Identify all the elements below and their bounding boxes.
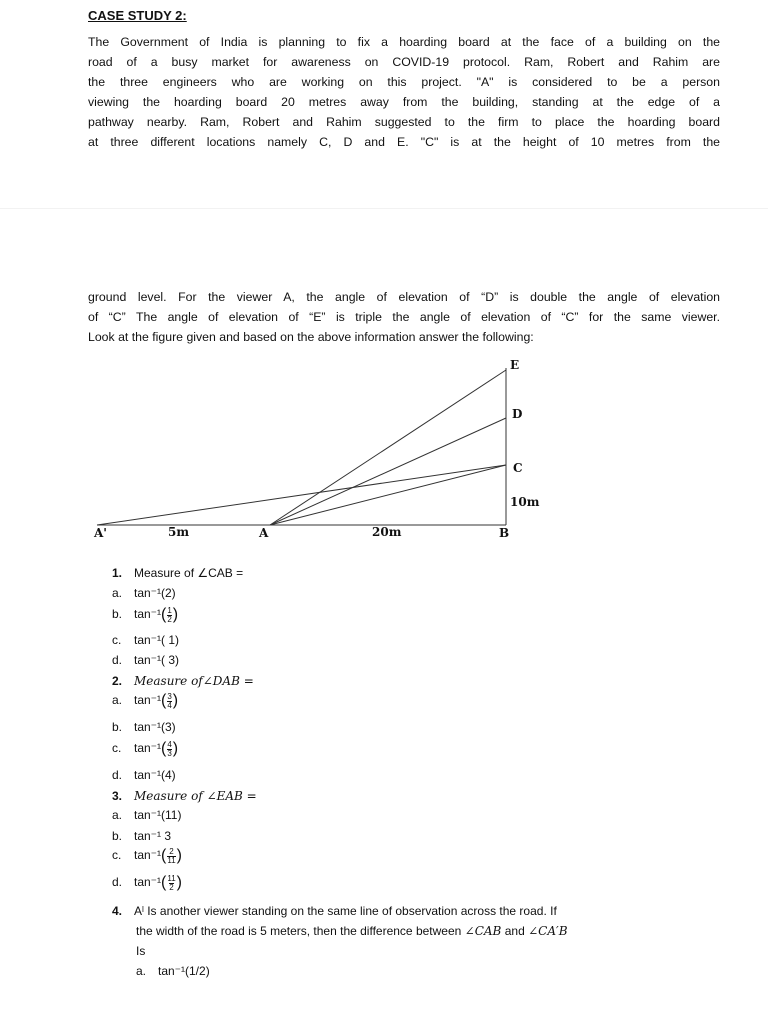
- paragraph-line: the three engineers who are working on this project. "A" is considered to be a person: [88, 75, 720, 89]
- option-text: tan⁻¹: [134, 875, 162, 890]
- paragraph-line: Look at the figure given and based on the above information answer the following:: [88, 330, 534, 344]
- question-2: [112, 674, 254, 688]
- paragraph-line: at three different locations namely C, D and E. "C" is at the height of 10 metres from the: [88, 135, 720, 149]
- option-3b: [112, 829, 171, 843]
- question-text: Aˡ Is another viewer standing on the same line of observation across the road. If: [134, 904, 557, 918]
- point-label-c: C: [513, 461, 523, 475]
- question-text: and: [501, 924, 529, 938]
- option-key: a.: [112, 808, 123, 822]
- option-key: d.: [112, 653, 123, 667]
- option-1d: [112, 653, 179, 667]
- distance-label: 20m: [372, 525, 402, 539]
- option-key: d.: [112, 768, 123, 782]
- option-text: tan⁻¹(2): [134, 586, 176, 600]
- option-text: tan⁻¹(3): [134, 720, 176, 734]
- sightline-a-e: [270, 370, 506, 525]
- option-text: tan⁻¹( 3): [134, 653, 180, 667]
- fraction: $\frac{3}{4}$: [167, 691, 172, 710]
- paragraph-line: of “C” The angle of elevation of “E” is triple the angle of elevation of “C” for the same viewer.: [88, 310, 720, 324]
- question-number: 2.: [112, 674, 123, 688]
- question-4: [112, 904, 557, 918]
- height-label: 10m: [510, 495, 540, 509]
- option-2c: c. tan⁻¹( $\frac{4}{3}$ ): [112, 739, 179, 758]
- paragraph-line: viewing the hoarding board 20 metres away from the building, standing at the edge of a: [88, 95, 720, 109]
- sightline-aprime-c: [97, 465, 506, 525]
- option-key: a.: [112, 586, 123, 600]
- option-2b: [112, 720, 176, 734]
- option-text: tan⁻¹: [134, 607, 162, 622]
- option-key: c.: [112, 741, 122, 756]
- option-text: tan⁻¹(4): [134, 768, 176, 782]
- option-1b: b. tan⁻¹( $\frac{1}{2}$ ): [112, 605, 179, 624]
- question-4-line-3: Is: [136, 944, 146, 958]
- option-key: a.: [136, 964, 147, 978]
- paragraph-line: The Government of India is planning to fix a hoarding board at the face of a building on the: [88, 35, 720, 49]
- sightline-a-d: [270, 418, 506, 525]
- point-label-b: B: [499, 526, 510, 540]
- option-1c: [112, 633, 179, 647]
- question-number: 4.: [112, 904, 123, 918]
- angle-cab: ∠CAB: [464, 924, 502, 938]
- fraction: $\frac{11}{2}$: [167, 873, 176, 892]
- option-4a: [136, 964, 210, 978]
- question-number: 3.: [112, 789, 123, 803]
- question-1: [112, 566, 243, 580]
- option-key: c.: [112, 633, 122, 647]
- fraction: $\frac{4}{3}$: [167, 739, 172, 758]
- point-label-d: D: [512, 407, 523, 421]
- question-text: Measure of ∠CAB =: [134, 566, 244, 580]
- question-4-line-2: [136, 924, 568, 938]
- option-key: b.: [112, 829, 123, 843]
- option-key: b.: [112, 720, 123, 734]
- option-text: tan⁻¹(11): [134, 808, 182, 822]
- option-text: tan⁻¹: [134, 848, 162, 863]
- option-1a: [112, 586, 176, 600]
- point-label-a: A: [259, 526, 269, 540]
- paragraph-line: pathway nearby. Ram, Robert and Rahim suggested to the firm to place the hoarding board: [88, 115, 720, 129]
- option-text: tan⁻¹ 3: [134, 829, 172, 843]
- option-text: tan⁻¹: [134, 741, 162, 756]
- point-label-e: E: [510, 358, 520, 372]
- option-text: tan⁻¹(1/2): [158, 964, 210, 978]
- option-2a: a. tan⁻¹( $\frac{3}{4}$ ): [112, 691, 179, 710]
- question-text: Measure of ∠EAB =: [134, 789, 257, 803]
- point-label-a-prime: A': [94, 526, 107, 540]
- question-3: [112, 789, 257, 803]
- road-width-label: 5m: [168, 525, 190, 539]
- paragraph-line: road of a busy market for awareness on COVID-19 protocol. Ram, Robert and Rahim are: [88, 55, 720, 69]
- option-3d: d. tan⁻¹( $\frac{11}{2}$ ): [112, 873, 182, 892]
- question-text: Measure of∠DAB =: [134, 674, 254, 688]
- option-key: b.: [112, 607, 123, 622]
- fraction: $\frac{2}{11}$: [167, 846, 176, 865]
- option-key: c.: [112, 848, 122, 863]
- question-number: 1.: [112, 566, 123, 580]
- option-3c: c. tan⁻¹( $\frac{2}{11}$ ): [112, 846, 182, 865]
- option-2d: [112, 768, 176, 782]
- sightline-a-c: [270, 465, 506, 525]
- fraction: $\frac{1}{2}$: [167, 605, 172, 624]
- option-text: tan⁻¹: [134, 693, 162, 708]
- option-3a: [112, 808, 181, 822]
- case-study-heading: CASE STUDY 2:: [88, 8, 187, 23]
- angle-ca-prime-b: ∠CA′B: [528, 924, 568, 938]
- question-text: the width of the road is 5 meters, then the difference between: [136, 924, 465, 938]
- option-key: a.: [112, 693, 123, 708]
- option-text: tan⁻¹( 1): [134, 633, 180, 647]
- paragraph-line: ground level. For the viewer A, the angle of elevation of “D” is double the angle of elevation: [88, 290, 720, 304]
- option-key: d.: [112, 875, 123, 890]
